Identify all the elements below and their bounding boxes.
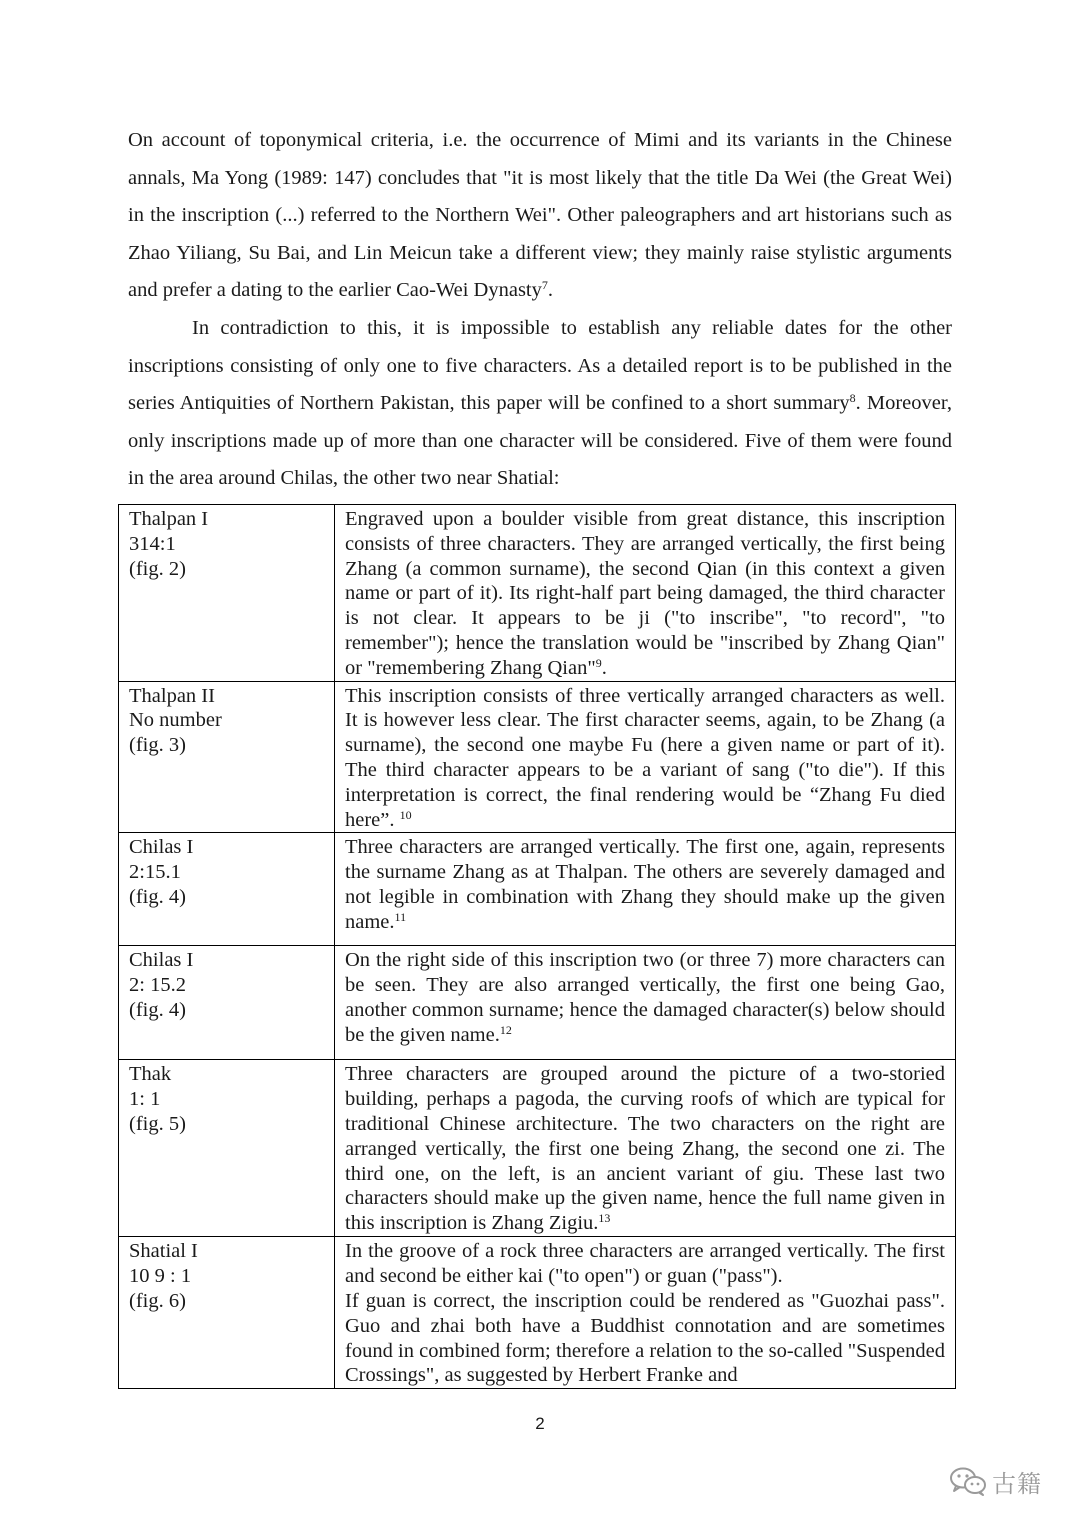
site-cell (119, 833, 335, 946)
site-cell (119, 681, 335, 833)
figure-ref: (fig. 4) (129, 998, 186, 1021)
description-cell (335, 505, 956, 682)
description-text: Engraved upon a boulder visible from great distance, this inscription consists of three characters. They are arranged vertically, the first being Zhang (a common surname), the second Qian (in this context a given name or part of it). Its right-half part being damaged, the third character is not clear. It appears to be ji ("to inscribe", "to record", "to remember"); hence the translation would be "inscribed by Zhang Qian" or "remembering Zhang Qian" (345, 508, 945, 679)
footnote-ref-8[interactable]: 8 (849, 391, 856, 406)
description-cell (335, 681, 956, 833)
figure-ref: (fig. 5) (129, 1112, 186, 1135)
footnote-ref[interactable]: 10 (399, 807, 412, 822)
site-number: 314:1 (129, 532, 176, 555)
footnote-ref[interactable]: 12 (499, 1022, 512, 1037)
description-end: . (601, 656, 607, 679)
inscriptions-table (118, 504, 956, 1389)
paragraph-1-text: On account of toponymical criteria, i.e. the occurrence of Mimi and its variants in the Chinese annals, Ma Yong (1989: 147) concludes that "it is most likely that the title Da Wei (the Great Wei) in the inscription (...) referred to the Northern Wei". Other paleographers and art historians such as Zhao Yiliang, Su Bai, and Lin Meicun take a different view; they mainly raise stylistic arguments and prefer a dating to the earlier Cao-Wei Dynasty (128, 129, 952, 302)
description-text: Three characters are grouped around the picture of a two-storied building, perhaps a pagoda, the curving roofs of which are typical for traditional Chinese architecture. The two characters on the right are arranged vertically, the first one being Zhang, the second one zi. The third one, on the left, is an ancient variant of giu. These last two characters should make up the given name, hence the full name given in this inscription is Zhang Zigiu. (345, 1063, 945, 1235)
site-name: Chilas I (129, 836, 194, 859)
paragraph-1 (128, 122, 952, 310)
page-number: 2 (535, 1414, 545, 1433)
description-text-continued: If guan is correct, the inscription could be rendered as "Guozhai pass". Guo and zhai both have a Buddhist connotation and are sometimes found in combined form; therefore a relation to the so-called "Suspended Crossings", as suggested by Herbert Franke and (345, 1289, 945, 1387)
description-cell (335, 833, 956, 946)
site-number: 2:15.1 (129, 861, 181, 884)
description-cell (335, 1060, 956, 1237)
description-cell (335, 1237, 956, 1389)
figure-ref: (fig. 4) (129, 885, 186, 908)
table-row (119, 833, 956, 946)
watermark (948, 1462, 1058, 1500)
site-cell (119, 1237, 335, 1389)
figure-ref: (fig. 2) (129, 557, 186, 580)
description-cell (335, 946, 956, 1060)
table-row (119, 505, 956, 682)
site-cell (119, 505, 335, 682)
site-name: Thalpan II (129, 684, 215, 707)
site-number: 2: 15.2 (129, 974, 186, 997)
footnote-ref-7[interactable]: 7 (541, 278, 548, 293)
description-text: Three characters are arranged vertically. The first one, again, represents the surname Zhang as at Thalpan. The others are severely damaged and not legible in combination with Zhang they should make up the given name. (345, 836, 945, 933)
site-name: Shatial I (129, 1240, 198, 1263)
site-name: Thalpan I (129, 508, 209, 530)
table-row (119, 946, 956, 1060)
paragraph-1-end: . (547, 279, 553, 302)
table-row (119, 1237, 956, 1389)
site-cell (119, 946, 335, 1060)
paragraph-2-text-a: In contradiction to this, it is impossible to establish any reliable dates for the other inscriptions consisting of only one to five characters. As a detailed report is to be published in the series Antiquities of Northern Pakistan, this paper will be confined to a short summary (128, 317, 952, 415)
site-number: 10 9 : 1 (129, 1265, 192, 1288)
watermark-text: 古籍 (992, 1469, 1042, 1498)
figure-ref: (fig. 6) (129, 1289, 186, 1312)
description-text: This inscription consists of three vertically arranged characters as well. It is however less clear. The first character seems, again, to be Zhang (a surname), the second one maybe Fu (here a given name or part of it). The third character appears to be a variant of sang ("to die"). If this interpretation is correct, the final rendering would be “Zhang Fu died here”. (345, 684, 945, 831)
footnote-ref[interactable]: 11 (394, 909, 407, 924)
wechat-icon (948, 1465, 988, 1497)
paragraph-2-text-b: . Moreover, only inscriptions made up of more than one character will be considered. Five of them were found in the area around Chilas, the other two near Shatial: (128, 392, 952, 490)
footnote-ref[interactable]: 9 (595, 655, 602, 670)
site-number: 1: 1 (129, 1088, 161, 1111)
footnote-ref[interactable]: 13 (598, 1211, 611, 1226)
description-text: In the groove of a rock three characters are arranged vertically. The first and second be either kai ("to open") or guan ("pass"). (345, 1240, 945, 1288)
site-number: No number (129, 709, 222, 732)
site-name: Thak (129, 1063, 172, 1086)
figure-ref: (fig. 3) (129, 734, 186, 757)
table-row (119, 681, 956, 833)
table-row (119, 1060, 956, 1237)
description-text: On the right side of this inscription two (or three 7) more characters can be seen. They are also arranged vertically, the first one being Gao, another common surname; hence the damaged character(s) below should be the given name. (345, 949, 945, 1046)
site-cell (119, 1060, 335, 1237)
paragraph-2 (128, 310, 952, 498)
site-name: Chilas I (129, 949, 194, 972)
